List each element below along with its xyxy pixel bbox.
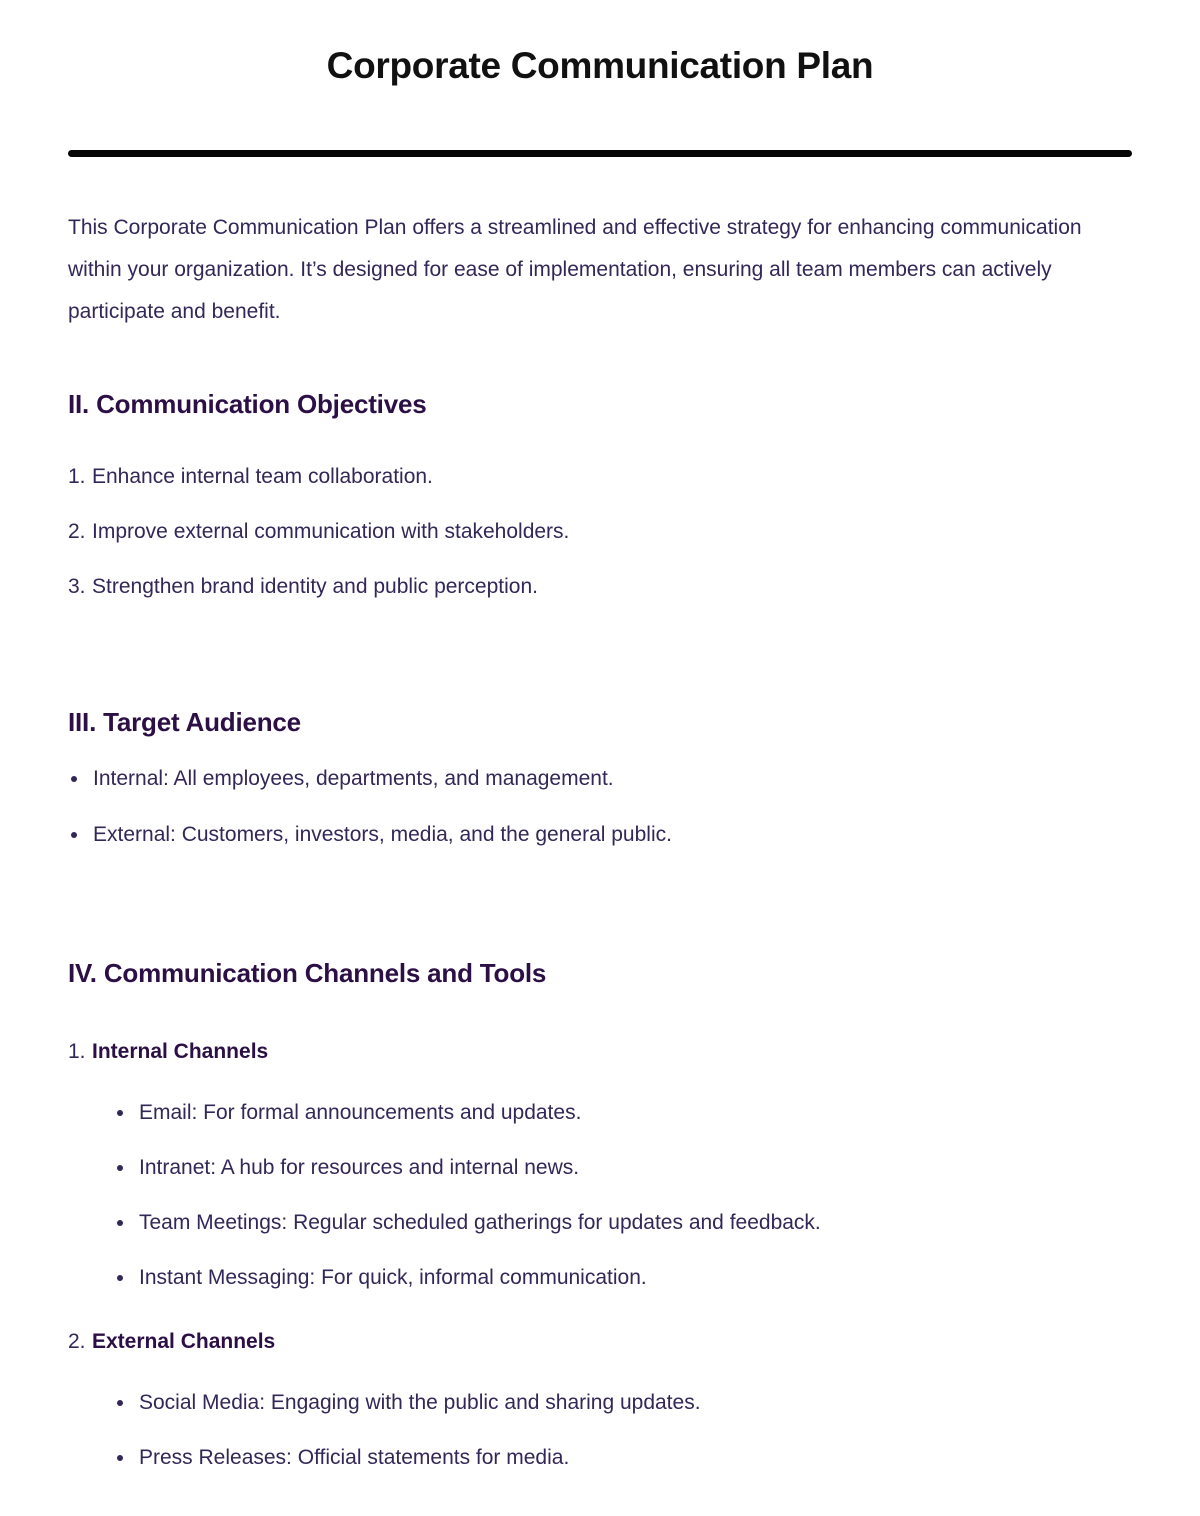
section-heading-communication-channels: IV. Communication Channels and Tools (68, 957, 547, 988)
title-divider (68, 150, 1132, 157)
document-body (0, 157, 1200, 1473)
list-item (113, 1098, 1132, 1128)
list-item (68, 517, 1132, 547)
list-item (113, 1388, 1132, 1418)
list-item (68, 572, 1132, 602)
channel-group-internal (68, 1037, 1132, 1293)
list-item (68, 462, 1132, 492)
list-item (113, 1263, 1132, 1293)
list-item-text: Team Meetings: Regular scheduled gatherings for updates and feedback. (139, 1210, 821, 1234)
list-item-text: Internal: All employees, departments, and management. (93, 766, 614, 790)
list-item (68, 764, 1132, 794)
list-item-text: Email: For formal announcements and updates. (139, 1100, 582, 1124)
target-audience-list (68, 738, 1132, 850)
list-item-text: Improve external communication with stakeholders. (92, 519, 570, 543)
bullet-icon (117, 1455, 123, 1461)
channel-group-external (68, 1327, 1132, 1473)
bullet-icon (117, 1165, 123, 1171)
internal-channels-sublist (92, 1067, 1132, 1293)
intro-paragraph: This Corporate Communication Plan offers a streamlined and effective strategy for enhancing communication within your organization. It’s designed for ease of implementation, ensuring all team members can actively participate and benefit. (68, 215, 1082, 323)
communication-channels-list (68, 989, 1132, 1473)
list-item-text: External: Customers, investors, media, and the general public. (93, 822, 672, 846)
list-item-text: Intranet: A hub for resources and internal news. (139, 1155, 580, 1179)
list-item (113, 1443, 1132, 1473)
list-marker: 2. (68, 519, 86, 543)
page-title: Corporate Communication Plan (326, 45, 874, 86)
list-item-text: Instant Messaging: For quick, informal communication. (139, 1265, 647, 1289)
list-marker: 2. (68, 1329, 86, 1353)
bullet-icon (117, 1400, 123, 1406)
list-marker: 3. (68, 574, 86, 598)
group-spacer (68, 1293, 1132, 1327)
list-item-text: Social Media: Engaging with the public and sharing updates. (139, 1390, 701, 1414)
list-marker: 1. (68, 464, 86, 488)
section-heading-objectives: II. Communication Objectives (68, 388, 427, 419)
objectives-list (68, 420, 1132, 602)
title-divider-wrapper (0, 150, 1200, 157)
channel-group-label: Internal Channels (92, 1039, 269, 1063)
external-channels-sublist (92, 1357, 1132, 1473)
bullet-icon (117, 1220, 123, 1226)
list-item (113, 1153, 1132, 1183)
bullet-icon (71, 832, 77, 838)
list-item-text: Strengthen brand identity and public perception. (92, 574, 538, 598)
section-heading-target-audience: III. Target Audience (68, 706, 301, 737)
list-marker: 1. (68, 1039, 86, 1063)
bullet-icon (71, 776, 77, 782)
list-item (113, 1208, 1132, 1238)
bullet-icon (117, 1275, 123, 1281)
list-item-text: Enhance internal team collaboration. (92, 464, 433, 488)
list-item (68, 820, 1132, 850)
channel-group-label: External Channels (92, 1329, 276, 1353)
bullet-icon (117, 1110, 123, 1116)
list-item-text: Press Releases: Official statements for media. (139, 1445, 570, 1469)
